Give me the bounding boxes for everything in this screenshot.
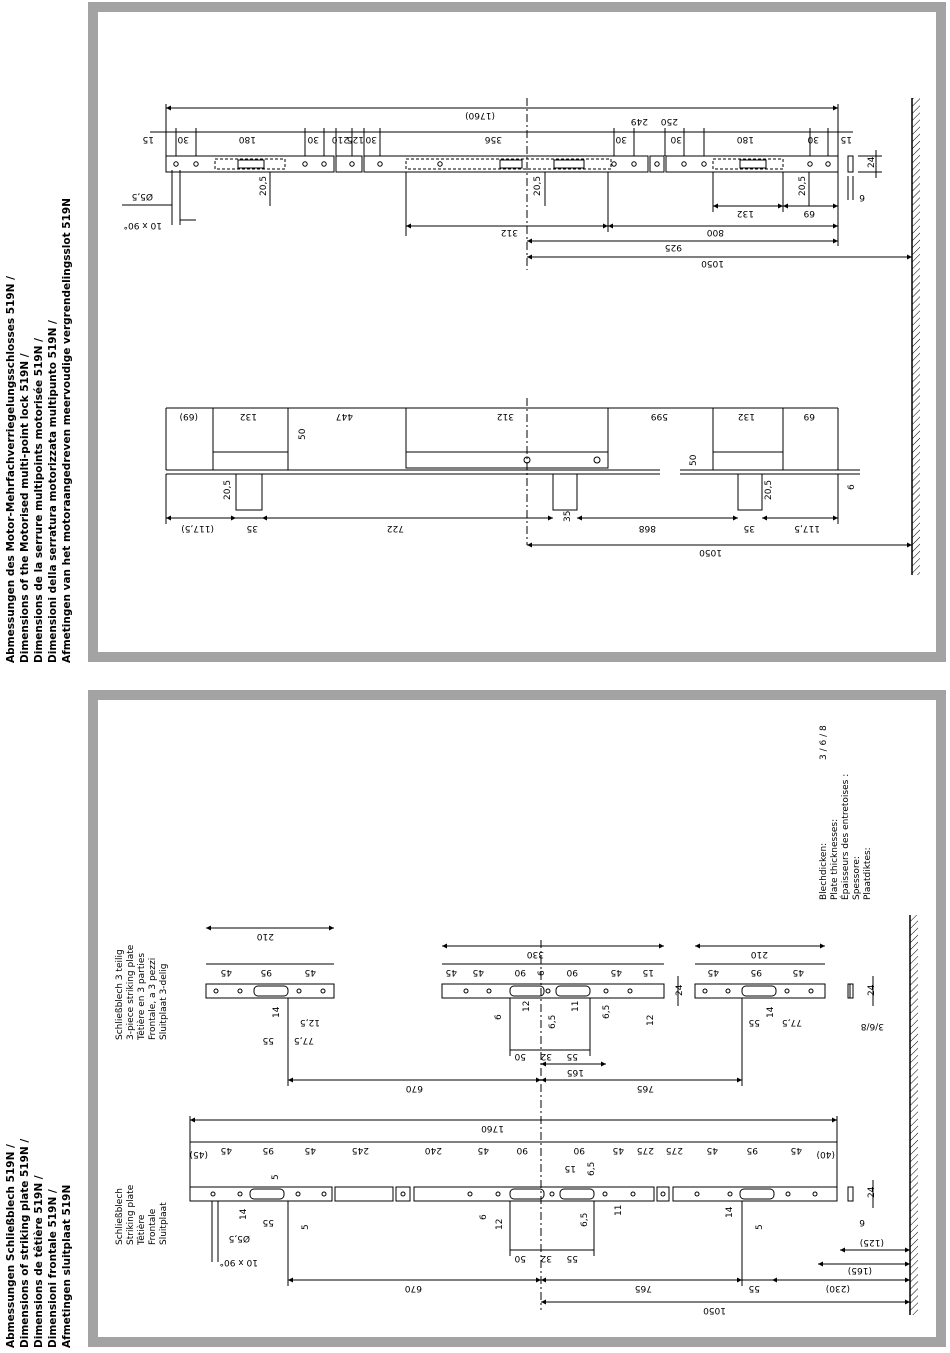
dim-label: 14 bbox=[766, 1006, 776, 1018]
label-line: Spessore: bbox=[852, 856, 862, 900]
lock-side-view bbox=[166, 408, 860, 510]
dim-label: 5 bbox=[755, 1224, 765, 1230]
dim-label: 312 bbox=[496, 411, 514, 421]
one-piece-dims bbox=[190, 1116, 910, 1302]
dim-label: 12,5 bbox=[299, 1017, 320, 1027]
thickness-value: 3 / 6 / 8 bbox=[819, 725, 829, 760]
dim-label: 14 bbox=[725, 1206, 735, 1218]
dim-label: 249 bbox=[630, 116, 648, 126]
dim-label: 30 bbox=[807, 134, 819, 144]
caption-line: Afmetingen sluitplaat 519N bbox=[61, 1184, 73, 1348]
dim-label: 45 bbox=[792, 967, 804, 977]
dim-label: 55 bbox=[748, 1283, 760, 1293]
dim-label: 45 bbox=[477, 1145, 489, 1155]
dim-label: (45) bbox=[189, 1149, 208, 1159]
dim-label: 12 bbox=[646, 1014, 656, 1026]
label-line: Têtière bbox=[137, 1214, 147, 1245]
dim-label: 868 bbox=[638, 523, 656, 533]
dim-label: 356 bbox=[484, 134, 502, 144]
dim-label: 55 bbox=[566, 1051, 578, 1061]
dim-label: 165 bbox=[566, 1067, 584, 1077]
dim-label: 1050 bbox=[703, 1305, 726, 1315]
lock-screw-holes bbox=[174, 162, 830, 166]
dim-label: 55 bbox=[748, 1017, 760, 1027]
dim-label: 95 bbox=[262, 1145, 274, 1155]
dim-label: 15 bbox=[642, 967, 654, 977]
dim-label: 45 bbox=[220, 1145, 232, 1155]
caption-line: Abmessungen des Motor-Mehrfachverriegelungsschlosses 519N / bbox=[5, 276, 17, 663]
dim-label: 722 bbox=[386, 523, 404, 533]
dim-label: 250 bbox=[660, 116, 678, 126]
lock-bottom-dims bbox=[406, 172, 912, 257]
label-line: Schließblech 3 teilig bbox=[115, 949, 125, 1040]
dim-label: 95 bbox=[750, 967, 762, 977]
dim-hole: Ø5,5 bbox=[131, 191, 153, 201]
dim-label: 30 bbox=[670, 134, 682, 144]
dim-label: 132 bbox=[736, 208, 754, 218]
dim-label: 1760 bbox=[481, 1123, 504, 1133]
dim-label: (69) bbox=[179, 411, 198, 421]
caption-line: Dimensions de la serrure multipoints motorisée 519N / bbox=[33, 338, 45, 663]
dim-label: 50 bbox=[514, 1253, 526, 1263]
dim-label: 117,5 bbox=[794, 523, 820, 533]
dim-label: (40) bbox=[816, 1149, 835, 1159]
dim-label: 45 bbox=[790, 1145, 802, 1155]
dim-label: 6 bbox=[859, 1217, 865, 1227]
dim-label: 45 bbox=[610, 967, 622, 977]
dim-label: 95 bbox=[260, 967, 272, 977]
dim-label: 14 bbox=[239, 1208, 249, 1220]
dim-label: 24 bbox=[675, 984, 685, 996]
three-piece-label bbox=[115, 944, 169, 1041]
dim-label: 77,5 bbox=[293, 1035, 314, 1045]
lock-wall bbox=[912, 98, 920, 575]
three-piece-plates bbox=[206, 984, 825, 998]
dim-label: 32 bbox=[540, 1051, 552, 1061]
caption-line: Dimensions de têtière 519N / bbox=[33, 1175, 45, 1348]
label-line: Sluitplaat bbox=[159, 1202, 169, 1245]
dim-label: 5 bbox=[271, 1174, 281, 1180]
label-line: 3-piece striking plate bbox=[126, 944, 136, 1040]
dim-label: 6 bbox=[494, 1014, 504, 1020]
dim-label: 330 bbox=[526, 949, 544, 959]
dim-label: 180 bbox=[736, 134, 754, 144]
dim-label: 15 bbox=[142, 134, 154, 144]
dim-label: 800 bbox=[706, 227, 724, 237]
dim-label: 30 bbox=[177, 134, 189, 144]
dim-label: 45 bbox=[304, 1145, 316, 1155]
label-line: Épaisseurs des entretoises : bbox=[841, 773, 851, 900]
dim-label: 50 bbox=[298, 428, 308, 440]
dim-label: 90 bbox=[516, 1145, 528, 1155]
caption-line: Dimensioni frontale 519N / bbox=[47, 1189, 59, 1348]
dim-label: 1050 bbox=[699, 547, 722, 557]
dim-label: 15 bbox=[840, 134, 852, 144]
dim-offset: 20,5 bbox=[259, 175, 269, 196]
striking-wall bbox=[910, 915, 918, 1315]
one-piece-holes bbox=[211, 1192, 817, 1196]
dim-label: 90 bbox=[514, 967, 526, 977]
label-line: Schließblech bbox=[115, 1188, 125, 1245]
dim-label: 69 bbox=[803, 411, 815, 421]
dim-label: 132 bbox=[239, 411, 257, 421]
dim-label: 6 bbox=[537, 970, 547, 976]
label-line: Sluitplaat 3-delig bbox=[159, 963, 169, 1040]
dim-label: 5 bbox=[301, 1224, 311, 1230]
dim-label: 275 bbox=[636, 1145, 654, 1155]
lock-faceplate bbox=[166, 156, 853, 172]
dim-label: 14 bbox=[272, 1006, 282, 1018]
one-piece-label bbox=[115, 1184, 169, 1246]
dim-label: 210 bbox=[331, 134, 349, 144]
label-line: Frontale, a 3 pezzi bbox=[148, 957, 158, 1040]
dim-label: 599 bbox=[650, 411, 668, 421]
dim-label: 11 bbox=[571, 1000, 581, 1012]
caption-line: Dimensions of the Motorised multi-point lock 519N / bbox=[19, 353, 31, 663]
label-line: Têtière en 3 parties bbox=[137, 952, 147, 1040]
dim-label: 6,5 bbox=[580, 1212, 590, 1227]
dim-label: 6 bbox=[847, 484, 857, 490]
dim-label: 95 bbox=[746, 1145, 758, 1155]
label-line: Plaatdiktes: bbox=[863, 847, 873, 900]
three-piece-holes bbox=[214, 989, 813, 993]
dim-label: 6,5 bbox=[602, 1004, 612, 1019]
dim-label: 12 bbox=[495, 1218, 505, 1230]
dim-label: 55 bbox=[262, 1035, 274, 1045]
dim-label: 210 bbox=[750, 949, 768, 959]
caption-line: Abmessungen Schließblech 519N / bbox=[5, 1144, 17, 1348]
dim-offset: 20,5 bbox=[533, 175, 543, 196]
dim-label: 50 bbox=[689, 454, 699, 466]
dim-label: 55 bbox=[566, 1253, 578, 1263]
dim-label: 45 bbox=[304, 967, 316, 977]
caption-line: Dimensions of striking plate 519N / bbox=[19, 1138, 31, 1348]
dim-label: 69 bbox=[803, 208, 815, 218]
dim-label: 20,5 bbox=[764, 479, 774, 500]
dim-label: 55 bbox=[262, 1217, 274, 1227]
label-line: Blechdicken: bbox=[819, 842, 829, 900]
dim-label: 45 bbox=[472, 967, 484, 977]
dim-label: 275 bbox=[665, 1145, 683, 1155]
dim-label: 30 bbox=[365, 134, 377, 144]
dim-label: (117,5) bbox=[181, 523, 214, 533]
dim-overall: (1760) bbox=[465, 110, 495, 120]
dim-label: 312 bbox=[500, 227, 518, 237]
dim-label: 30 bbox=[307, 134, 319, 144]
dim-label: 45 bbox=[445, 967, 457, 977]
dim-label: 180 bbox=[238, 134, 256, 144]
label-line: Striking plate bbox=[126, 1184, 136, 1245]
dim-label: 765 bbox=[634, 1283, 652, 1293]
dim-label: 77,5 bbox=[781, 1017, 802, 1027]
dim-label: 35 bbox=[743, 523, 755, 533]
dim-label: 12 bbox=[522, 1000, 532, 1012]
dim-label: 30 bbox=[615, 134, 627, 144]
dim-label: 245 bbox=[351, 1145, 369, 1155]
dim-label: 6,5 bbox=[587, 1161, 597, 1176]
dim-label: 32 bbox=[540, 1253, 552, 1263]
dim-label: 24 bbox=[867, 984, 877, 996]
caption-line: Afmetingen van het motoraangedreven meervoudige vergrendelingsslot 519N bbox=[61, 198, 73, 663]
dim-label: (125) bbox=[859, 1237, 884, 1247]
dim-label: 90 bbox=[566, 967, 578, 977]
dim-label: 35 bbox=[563, 510, 573, 522]
label-line: Plate thicknesses: bbox=[830, 818, 840, 900]
one-piece-plate bbox=[190, 1187, 853, 1201]
dim-label: 45 bbox=[220, 967, 232, 977]
dim-label: 132 bbox=[737, 411, 755, 421]
dim-label: 125 bbox=[346, 134, 364, 144]
dim-label: 24 bbox=[867, 1186, 877, 1198]
dim-hole: Ø5,5 bbox=[228, 1233, 250, 1243]
thickness-short: 3/6/8 bbox=[860, 1021, 884, 1031]
dim-label: 45 bbox=[612, 1145, 624, 1155]
dim-height: 24 bbox=[867, 156, 877, 168]
label-line: Frontale bbox=[148, 1208, 158, 1245]
dim-label: 240 bbox=[424, 1145, 442, 1155]
dim-label: (165) bbox=[847, 1265, 872, 1275]
dim-label: 45 bbox=[707, 967, 719, 977]
dim-label: 90 bbox=[573, 1145, 585, 1155]
dim-label: 20,5 bbox=[223, 479, 233, 500]
dim-label: 35 bbox=[246, 523, 258, 533]
lock-faceplate-dimensions bbox=[150, 104, 853, 156]
dim-label: 1050 bbox=[701, 258, 724, 268]
dim-countersink: 10 x 90° bbox=[123, 220, 162, 230]
dim-label: 765 bbox=[636, 1083, 654, 1093]
dim-label: 6,5 bbox=[548, 1014, 558, 1029]
dim-offset: 20,5 bbox=[798, 175, 808, 196]
dim-label: (230) bbox=[825, 1283, 850, 1293]
dim-label: 6 bbox=[479, 1214, 489, 1220]
dim-label: 447 bbox=[335, 411, 353, 421]
dim-thickness: 6 bbox=[859, 192, 865, 202]
dim-label: 670 bbox=[404, 1283, 422, 1293]
dim-label: 670 bbox=[405, 1083, 423, 1093]
dim-label: 210 bbox=[256, 931, 274, 941]
dim-label: 45 bbox=[706, 1145, 718, 1155]
dim-countersink: 10 x 90° bbox=[219, 1257, 258, 1267]
dim-label: 15 bbox=[564, 1163, 576, 1173]
plate-thickness-label bbox=[819, 725, 873, 900]
dim-label: 50 bbox=[514, 1051, 526, 1061]
caption-line: Dimensioni della serratura motorizzata multipunto 519N / bbox=[47, 320, 59, 663]
dim-label: 11 bbox=[614, 1204, 624, 1216]
dim-label: 925 bbox=[664, 242, 682, 252]
